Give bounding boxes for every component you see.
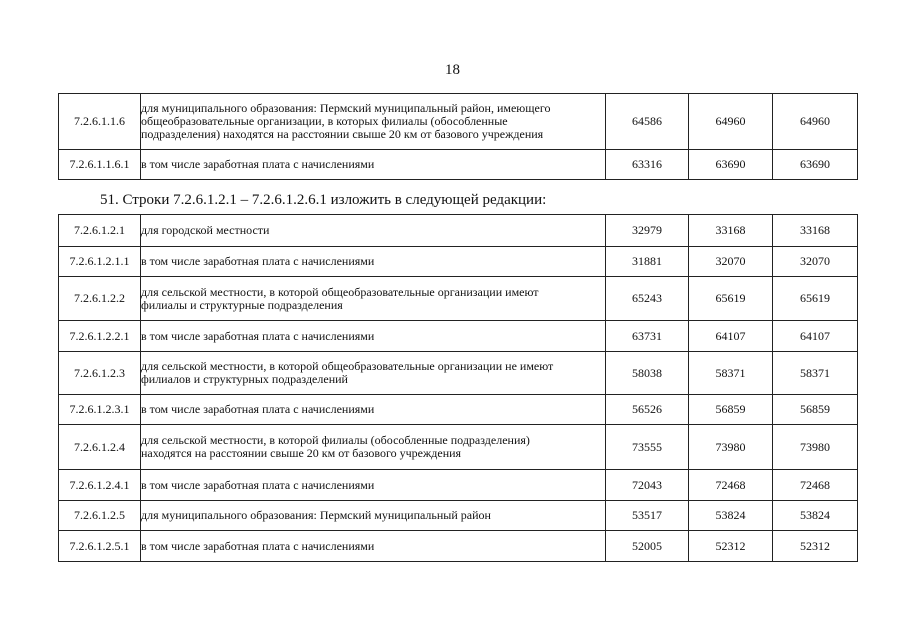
row-description xyxy=(141,321,606,352)
description-line: для муниципального образования: Пермский муниципальный район xyxy=(141,508,491,522)
row-description xyxy=(141,150,606,180)
row-description xyxy=(141,395,606,425)
row-code: 7.2.6.1.2.3.1 xyxy=(59,395,141,425)
row-value-1: 64586 xyxy=(606,94,689,150)
row-value-2: 65619 xyxy=(689,277,773,321)
row-code: 7.2.6.1.2.4.1 xyxy=(59,470,141,501)
row-value-3: 64960 xyxy=(773,94,858,150)
row-description xyxy=(141,94,606,150)
row-description xyxy=(141,531,606,562)
description-line: филиалов и структурных подразделений xyxy=(141,372,348,386)
row-value-1: 53517 xyxy=(606,501,689,531)
row-value-2: 53824 xyxy=(689,501,773,531)
description-line: в том числе заработная плата с начислениями xyxy=(141,402,375,416)
row-value-3: 32070 xyxy=(773,247,858,277)
row-value-1: 73555 xyxy=(606,425,689,470)
description-line: для сельской местности, в которой общеобразовательные организации не имеют xyxy=(141,359,554,373)
row-code: 7.2.6.1.2.5 xyxy=(59,501,141,531)
row-value-3: 73980 xyxy=(773,425,858,470)
table-row xyxy=(59,501,858,531)
row-value-2: 73980 xyxy=(689,425,773,470)
row-value-1: 72043 xyxy=(606,470,689,501)
table-row xyxy=(59,321,858,352)
amendment-instruction: 51. Строки 7.2.6.1.2.1 – 7.2.6.1.2.6.1 изложить в следующей редакции: xyxy=(100,192,547,208)
table-row xyxy=(59,352,858,395)
description-line: для сельской местности, в которой общеобразовательные организации имеют xyxy=(141,284,539,299)
row-code: 7.2.6.1.2.4 xyxy=(59,425,141,470)
row-code: 7.2.6.1.2.1 xyxy=(59,215,141,247)
rates-table-1 xyxy=(58,93,858,180)
row-value-2: 56859 xyxy=(689,395,773,425)
description-line: в том числе заработная плата с начислениями xyxy=(141,477,375,492)
page-number: 18 xyxy=(445,62,460,78)
row-value-2: 33168 xyxy=(689,215,773,247)
description-line: в том числе заработная плата с начислениями xyxy=(141,157,375,171)
row-value-1: 52005 xyxy=(606,531,689,562)
row-value-2: 64960 xyxy=(689,94,773,150)
row-value-2: 58371 xyxy=(689,352,773,395)
row-value-3: 56859 xyxy=(773,395,858,425)
row-code: 7.2.6.1.2.1.1 xyxy=(59,247,141,277)
description-line: подразделения) находятся на расстоянии свыше 20 км от базового учреждения xyxy=(141,127,544,141)
row-value-3: 52312 xyxy=(773,531,858,562)
row-value-3: 58371 xyxy=(773,352,858,395)
row-value-3: 72468 xyxy=(773,470,858,501)
row-value-3: 33168 xyxy=(773,215,858,247)
row-description xyxy=(141,470,606,501)
description-line: в том числе заработная плата с начислениями xyxy=(141,538,375,553)
description-line: филиалы и структурные подразделения xyxy=(141,297,343,312)
table-row xyxy=(59,150,858,180)
table-row xyxy=(59,247,858,277)
row-value-2: 32070 xyxy=(689,247,773,277)
table-body xyxy=(59,94,858,180)
row-value-1: 63731 xyxy=(606,321,689,352)
row-value-3: 63690 xyxy=(773,150,858,180)
table-row xyxy=(59,425,858,470)
row-code: 7.2.6.1.2.5.1 xyxy=(59,531,141,562)
row-value-1: 32979 xyxy=(606,215,689,247)
table-row xyxy=(59,531,858,562)
row-code: 7.2.6.1.2.2.1 xyxy=(59,321,141,352)
row-value-3: 53824 xyxy=(773,501,858,531)
row-value-3: 64107 xyxy=(773,321,858,352)
description-line: в том числе заработная плата с начислениями xyxy=(141,254,375,268)
table-body xyxy=(59,215,858,562)
row-code: 7.2.6.1.2.3 xyxy=(59,352,141,395)
row-value-1: 31881 xyxy=(606,247,689,277)
row-code: 7.2.6.1.1.6 xyxy=(59,94,141,150)
row-value-1: 63316 xyxy=(606,150,689,180)
row-description xyxy=(141,215,606,247)
table-row xyxy=(59,94,858,150)
row-description xyxy=(141,277,606,321)
description-line: для муниципального образования: Пермский муниципальный район, имеющего xyxy=(141,101,551,115)
table-row xyxy=(59,395,858,425)
table-row xyxy=(59,277,858,321)
row-value-1: 56526 xyxy=(606,395,689,425)
row-code: 7.2.6.1.2.2 xyxy=(59,277,141,321)
description-line: для сельской местности, в которой филиалы (обособленные подразделения) xyxy=(141,433,530,447)
description-line: для городской местности xyxy=(141,223,270,237)
row-description xyxy=(141,501,606,531)
description-line: находятся на расстоянии свыше 20 км от базового учреждения xyxy=(141,446,462,460)
row-value-3: 65619 xyxy=(773,277,858,321)
row-description xyxy=(141,425,606,470)
rates-table-2 xyxy=(58,214,858,562)
row-value-2: 63690 xyxy=(689,150,773,180)
row-value-1: 65243 xyxy=(606,277,689,321)
row-value-2: 52312 xyxy=(689,531,773,562)
table-row xyxy=(59,215,858,247)
row-description xyxy=(141,247,606,277)
table-row xyxy=(59,470,858,501)
description-line: в том числе заработная плата с начислениями xyxy=(141,328,375,343)
row-code: 7.2.6.1.1.6.1 xyxy=(59,150,141,180)
row-value-1: 58038 xyxy=(606,352,689,395)
description-line: общеобразовательные организации, в которых филиалы (обособленные xyxy=(141,114,508,128)
row-value-2: 64107 xyxy=(689,321,773,352)
row-value-2: 72468 xyxy=(689,470,773,501)
row-description xyxy=(141,352,606,395)
